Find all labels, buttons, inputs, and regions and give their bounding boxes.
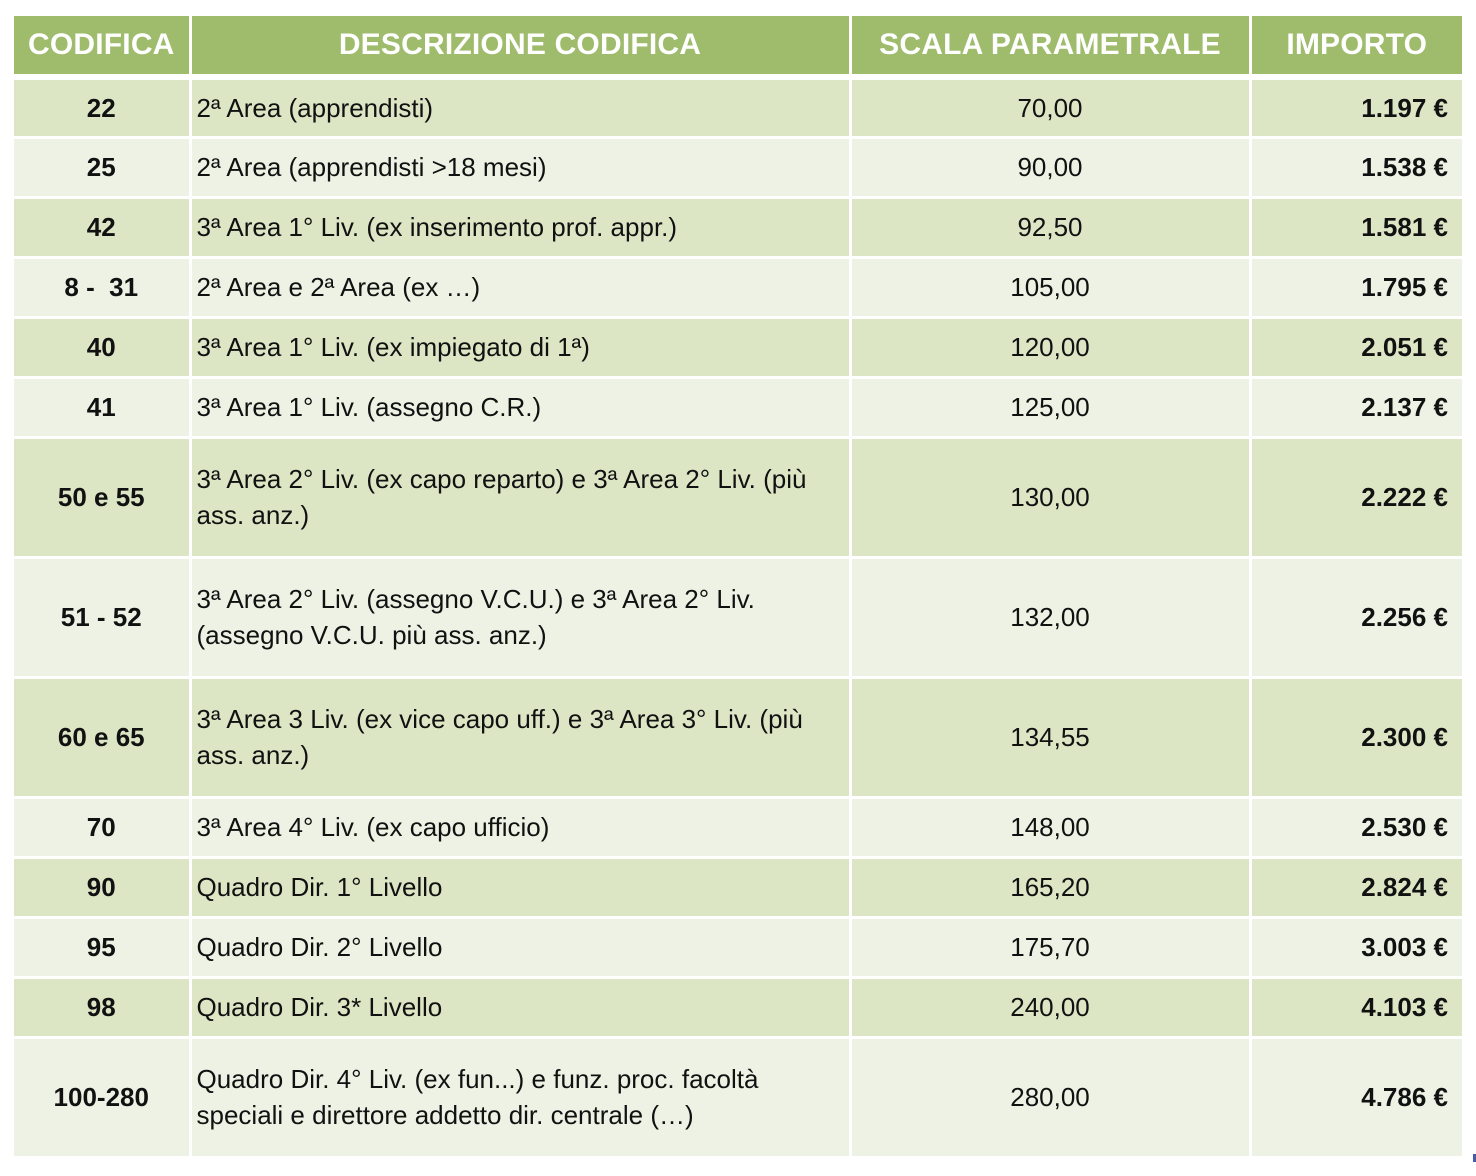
cell-codice: 22 [14, 77, 190, 137]
table-row [14, 917, 1462, 977]
cell-descrizione: 2ª Area (apprendisti) [190, 77, 850, 137]
header-row [14, 16, 1462, 77]
cell-importo: 2.300 € [1250, 677, 1462, 797]
cell-scala: 280,00 [850, 1037, 1250, 1157]
table-body [14, 77, 1462, 1157]
cell-importo: 2.137 € [1250, 377, 1462, 437]
cell-codice: 60 e 65 [14, 677, 190, 797]
cell-scala: 165,20 [850, 857, 1250, 917]
cell-descrizione: 2ª Area (apprendisti >18 mesi) [190, 137, 850, 197]
cell-codice: 95 [14, 917, 190, 977]
cell-descrizione: 3ª Area 4° Liv. (ex capo ufficio) [190, 797, 850, 857]
cell-scala: 240,00 [850, 977, 1250, 1037]
cell-scala: 148,00 [850, 797, 1250, 857]
table-row [14, 197, 1462, 257]
cell-scala: 120,00 [850, 317, 1250, 377]
table-row [14, 437, 1462, 557]
cell-importo: 2.824 € [1250, 857, 1462, 917]
cell-codice: 70 [14, 797, 190, 857]
table-row [14, 557, 1462, 677]
cell-scala: 92,50 [850, 197, 1250, 257]
cell-codice: 25 [14, 137, 190, 197]
cell-codice: 42 [14, 197, 190, 257]
cell-importo: 2.051 € [1250, 317, 1462, 377]
header-importo: IMPORTO [1250, 16, 1462, 77]
cell-descrizione: Quadro Dir. 1° Livello [190, 857, 850, 917]
cell-importo: 3.003 € [1250, 917, 1462, 977]
table-row [14, 77, 1462, 137]
cell-importo: 1.581 € [1250, 197, 1462, 257]
cell-importo: 1.795 € [1250, 257, 1462, 317]
cell-importo: 4.103 € [1250, 977, 1462, 1037]
cell-descrizione: Quadro Dir. 4° Liv. (ex fun...) e funz. proc. facoltà speciali e direttore addetto dir. centrale (…) [190, 1037, 850, 1157]
cell-codice: 51 - 52 [14, 557, 190, 677]
cell-codice: 40 [14, 317, 190, 377]
cell-scala: 70,00 [850, 77, 1250, 137]
salary-table-container [14, 16, 1462, 1159]
cell-importo: 1.538 € [1250, 137, 1462, 197]
header-codifica: CODIFICA [14, 16, 190, 77]
table-row [14, 1037, 1462, 1157]
cell-descrizione: 3ª Area 1° Liv. (ex impiegato di 1ª) [190, 317, 850, 377]
cell-scala: 90,00 [850, 137, 1250, 197]
table-header [14, 16, 1462, 77]
table-row [14, 797, 1462, 857]
cell-codice: 41 [14, 377, 190, 437]
cell-descrizione: 3ª Area 1° Liv. (ex inserimento prof. appr.) [190, 197, 850, 257]
cell-descrizione: 3ª Area 2° Liv. (assegno V.C.U.) e 3ª Area 2° Liv. (assegno V.C.U. più ass. anz.) [190, 557, 850, 677]
table-row [14, 857, 1462, 917]
cell-scala: 130,00 [850, 437, 1250, 557]
cell-descrizione: 3ª Area 1° Liv. (assegno C.R.) [190, 377, 850, 437]
cell-descrizione: 2ª Area e 2ª Area (ex …) [190, 257, 850, 317]
cell-importo: 4.786 € [1250, 1037, 1462, 1157]
cell-importo: 2.530 € [1250, 797, 1462, 857]
salary-scale-table [14, 16, 1462, 1159]
cell-codice: 8 - 31 [14, 257, 190, 317]
cell-descrizione: Quadro Dir. 3* Livello [190, 977, 850, 1037]
cell-importo: 2.222 € [1250, 437, 1462, 557]
cell-codice: 100-280 [14, 1037, 190, 1157]
cell-scala: 125,00 [850, 377, 1250, 437]
header-scala-parametrale: SCALA PARAMETRALE [850, 16, 1250, 77]
cell-codice: 50 e 55 [14, 437, 190, 557]
cell-scala: 105,00 [850, 257, 1250, 317]
cell-importo: 2.256 € [1250, 557, 1462, 677]
cell-scala: 134,55 [850, 677, 1250, 797]
table-row [14, 137, 1462, 197]
table-row [14, 377, 1462, 437]
table-row [14, 257, 1462, 317]
cell-scala: 175,70 [850, 917, 1250, 977]
cell-importo: 1.197 € [1250, 77, 1462, 137]
header-descrizione: DESCRIZIONE CODIFICA [190, 16, 850, 77]
cell-descrizione: Quadro Dir. 2° Livello [190, 917, 850, 977]
cell-descrizione: 3ª Area 3 Liv. (ex vice capo uff.) e 3ª Area 3° Liv. (più ass. anz.) [190, 677, 850, 797]
table-row [14, 677, 1462, 797]
cell-scala: 132,00 [850, 557, 1250, 677]
table-row [14, 977, 1462, 1037]
cell-codice: 98 [14, 977, 190, 1037]
cell-codice: 90 [14, 857, 190, 917]
cell-descrizione: 3ª Area 2° Liv. (ex capo reparto) e 3ª Area 2° Liv. (più ass. anz.) [190, 437, 850, 557]
table-row [14, 317, 1462, 377]
